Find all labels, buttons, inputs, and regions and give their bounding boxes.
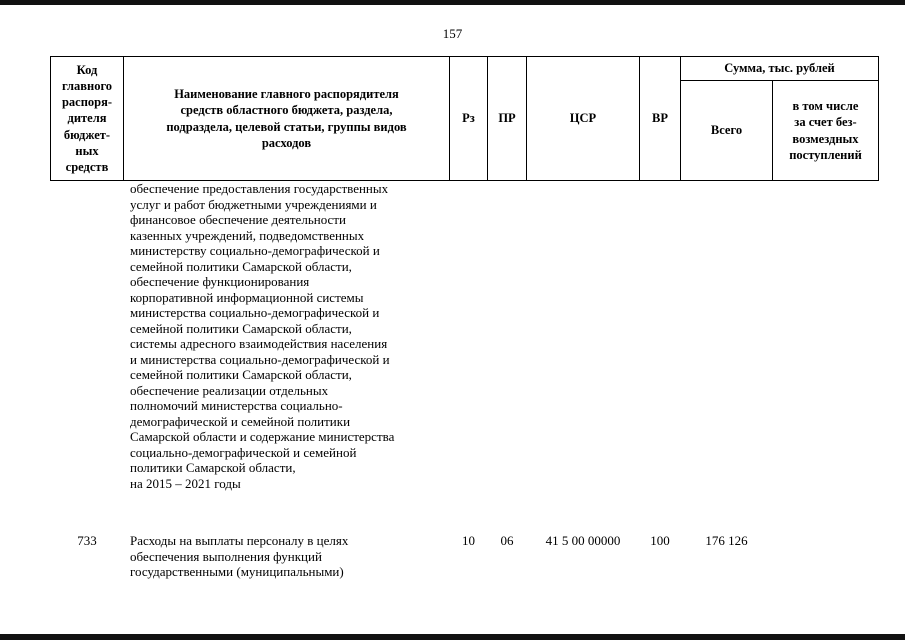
text-line: государственными (муниципальными) [130,564,344,579]
header-csr: ЦСР [569,111,597,126]
text-line: министерству социально-демографической и [130,243,380,258]
header-code-line: главного [61,78,113,93]
text-line: на 2015 – 2021 годы [130,475,241,491]
text-line: министерства социально-демографической и [130,305,380,320]
continuation-text [130,181,450,491]
text-line: казенных учреждений, подведомственных [130,227,365,243]
header-code-line: дителя [67,111,107,126]
text-line: обеспечение функционирования [130,274,310,289]
text-line: политики Самарской области, [130,460,296,475]
text-line: обеспечение реализации отдельных [130,382,329,398]
text-line: социально-демографической и семейной [130,444,357,460]
text-line: демографической и семейной политики [130,413,351,429]
text-line: обеспечения выполнения функций [130,548,322,564]
top-scan-border [0,0,905,5]
header-code-line: Код [76,62,98,77]
text-line: Самарской области и содержание министерства [130,429,395,444]
header-code-line: распоря- [61,95,113,110]
text-line: семейной политики Самарской области, [130,367,352,382]
header-name-line: Наименование главного распорядителя [174,87,399,101]
header-code [51,57,123,180]
header-sum: Сумма, тыс. рублей [724,61,835,76]
text-line: Расходы на выплаты персоналу в целях [130,533,349,548]
header-code-line: ных [75,143,99,158]
header-vr: ВР [652,111,668,126]
header-rz: Рз [462,111,475,126]
header-incl [773,81,878,180]
header-incl-line: возмездных [792,131,859,146]
row-total: 176 126 [705,533,748,548]
text-line: полномочий министерства социально- [130,398,343,413]
header-name-line: расходов [261,135,312,150]
header-incl-line: в том числе [792,99,859,113]
text-line: корпоративной информационной системы [130,289,364,305]
row-pr: 06 [500,533,514,548]
row-rz: 10 [462,533,475,548]
page-number: 157 [442,26,463,41]
header-pr: ПР [498,111,516,126]
header-code-line: бюджет- [63,127,111,142]
col-border-8 [878,56,879,181]
header-incl-line: за счет без- [794,115,857,130]
text-line: обеспечение предоставления государственных [130,181,389,196]
row-name [130,533,450,580]
row-vr: 100 [650,533,670,548]
text-line: семейной политики Самарской области, [130,320,352,336]
text-line: семейной политики Самарской области, [130,258,352,274]
header-incl-line: поступлений [789,147,862,162]
header-name-line: подраздела, целевой статьи, группы видов [166,119,407,134]
text-line: системы адресного взаимодействия населения [130,336,388,351]
text-line: и министерства социально-демографической и [130,351,390,367]
header-name-line: средств областного бюджета, раздела, [180,103,393,118]
row-code: 733 [77,533,97,548]
header-code-line: средств [65,160,109,175]
text-line: финансовое обеспечение деятельности [130,212,346,227]
bottom-scan-border [0,634,905,640]
header-total: Всего [710,123,743,138]
header-name [124,57,449,180]
text-line: услуг и работ бюджетными учреждениями и [130,196,377,212]
row-csr: 41 5 00 00000 [545,533,621,548]
